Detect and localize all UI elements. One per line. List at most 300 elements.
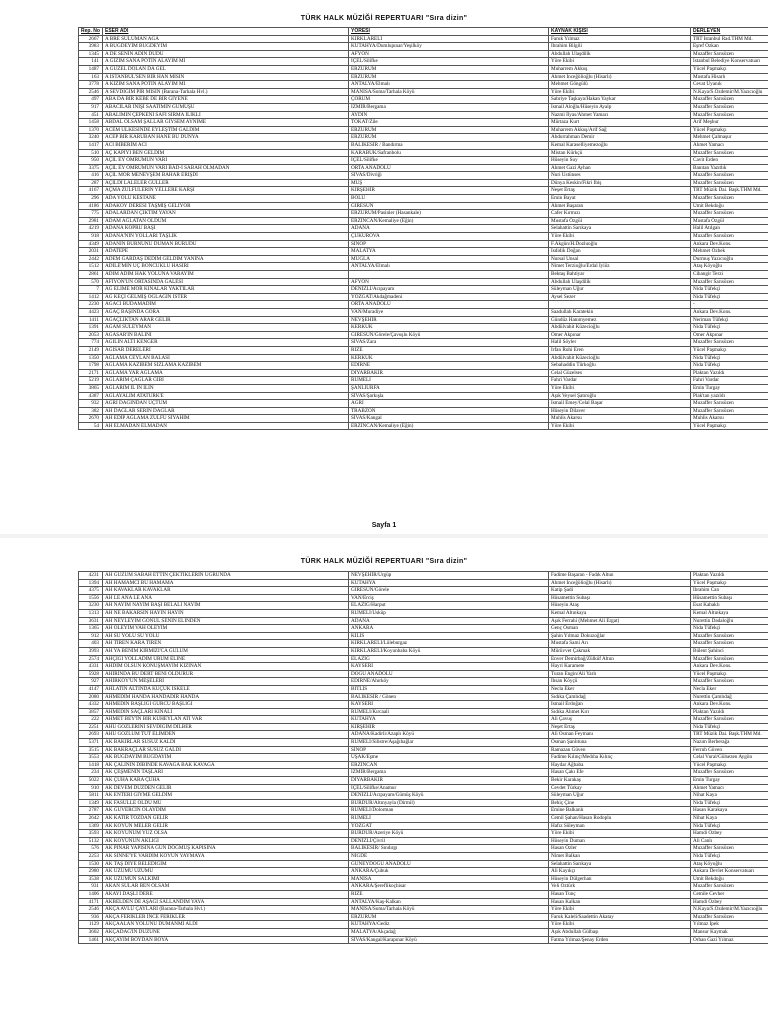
table-row [79, 936, 768, 944]
compiler-cell: Muzaffer Sarısözen [691, 96, 768, 104]
rep-no-cell: 3553 [79, 754, 103, 762]
table-row [79, 210, 768, 218]
song-title-cell: AK KOYUNUN AKLIĞI [103, 837, 349, 845]
compiler-cell: TRT Müzik Dai. Başk.THM Md. [691, 187, 768, 195]
table-row [79, 141, 768, 149]
compiler-cell: Neriman Tüfekçi [691, 316, 768, 324]
region-cell: İZMİR/Bergama [349, 769, 549, 777]
repertoire-table [78, 27, 768, 430]
song-title-cell: AHLATIN ALTINDA KÜÇÜK İSKELE [103, 685, 349, 693]
table-row [79, 96, 768, 104]
song-title-cell: ADA YOLU KESTANE [103, 195, 349, 203]
source-person-cell: Süleyman Uğur [549, 792, 691, 800]
region-cell: ANTALYA/Kaş-Kalkan [349, 898, 549, 906]
source-person-cell: Aşık Veysel Şatıroğlu [549, 392, 691, 400]
rep-no-cell: 1530 [79, 860, 103, 868]
song-title-cell: AĞLARIM İL İN İLİN [103, 384, 349, 392]
region-cell: KIRŞEHİR [349, 187, 549, 195]
rep-no-cell: 3993 [79, 647, 103, 655]
source-person-cell: Hüseyin Ataş [549, 602, 691, 610]
rep-no-cell: 932 [79, 400, 103, 408]
region-cell: KERKÜK [349, 354, 549, 362]
rep-no-cell: 2171 [79, 369, 103, 377]
song-title-cell: ADANA'NIN YOLLARI TAŞLIK [103, 233, 349, 241]
region-cell: TOKAT/Zile [349, 119, 549, 127]
column-header-region: YÖRESİ [349, 28, 549, 36]
rep-no-cell: 2031 [79, 248, 103, 256]
song-title-cell: AH ELMADAN ELMADAN [103, 422, 349, 430]
compiler-cell: Emin Turgay [691, 384, 768, 392]
source-person-cell: Mistan Kürkçü [549, 149, 691, 157]
compiler-cell: Muzaffer Sarısözen [691, 172, 768, 180]
region-cell: KIRKLARELİ/Koyunbaba Köyü [349, 647, 549, 655]
song-title-cell: AÇ KAPIYI BEN GELDİM [103, 149, 349, 157]
table-row [79, 278, 768, 286]
compiler-cell: Muzaffer Sarısözen [691, 678, 768, 686]
rep-no-cell: 1556 [79, 594, 103, 602]
table-row [79, 126, 768, 134]
song-title-cell: AĞLARIM ÇAĞLAR GİBİ [103, 377, 349, 385]
region-cell: MANİSA/Soma/Tarhala Köyü [349, 906, 549, 914]
compiler-cell: Plaktan Yazıldı [691, 369, 768, 377]
source-person-cell: Hasan Çakı Efe [549, 769, 691, 777]
source-person-cell: Nimet Terzioğlu/Erdal İyiöz [549, 263, 691, 271]
table-header-row [79, 28, 768, 36]
source-person-cell: Hasan Özler [549, 845, 691, 853]
compiler-cell: Muzaffer Sarısözen [691, 655, 768, 663]
compiler-cell: Ankara Dev.Kons. [691, 701, 768, 709]
song-title-cell: AKAYI DAŞLI DERE [103, 890, 349, 898]
page-number: Sayfa 1 [371, 522, 397, 529]
source-person-cell: Nuri Üstünses [549, 172, 691, 180]
compiler-cell: Ali Canlı [691, 837, 768, 845]
region-cell: AĞRI [349, 400, 549, 408]
song-title-cell: AKÇAYIM BOYDAN BOYA [103, 936, 349, 944]
table-row [79, 739, 768, 747]
song-title-cell: AH OLEYİM VAH OLEYİM [103, 625, 349, 633]
compiler-cell: Muzaffer Sarısözen [691, 210, 768, 218]
table-row [79, 65, 768, 73]
region-cell: BALIKESİR / Bandırma [349, 141, 549, 149]
song-title-cell: AHU GÖZLERİNİ SEVDİĞİM DİLBER [103, 723, 349, 731]
compiler-cell: Muzaffer Sarısözen [691, 716, 768, 724]
source-person-cell: İbrahim Bilgili [549, 43, 691, 51]
table-row [79, 784, 768, 792]
table-row [79, 799, 768, 807]
song-title-cell: AK GÜVERCİN OLAYDIM [103, 807, 349, 815]
song-title-cell: ADIM ADIM HAK YOLUNA VARAYIM [103, 271, 349, 279]
table-row [79, 837, 768, 845]
region-cell: ANKARA/Çubuk [349, 868, 549, 876]
compiler-cell: Muzaffer Sarısözen [691, 769, 768, 777]
compiler-cell: TRT İstanbul Rad.THM Md. [691, 35, 768, 43]
source-person-cell: Aysel Sezer [549, 293, 691, 301]
source-person-cell: İsmail Emey/Celal Başar [549, 400, 691, 408]
source-person-cell: Fadime Kılınç/Medıha Kılınç [549, 754, 691, 762]
song-title-cell: AÇIL EY ÖMRÜMÜN VARI BAD-I SABAH OLMADAN [103, 164, 349, 172]
region-cell: SİNOP [349, 240, 549, 248]
rep-no-cell: 570 [79, 278, 103, 286]
source-person-cell: Hafız Süleyman [549, 822, 691, 830]
rep-no-cell: 2149 [79, 346, 103, 354]
region-cell: BİTLİS [349, 685, 549, 693]
table-row [79, 602, 768, 610]
compiler-cell: Nurettin Dadaloğlu [691, 617, 768, 625]
song-title-cell: AH NAYİM NAYİM BAŞI BELALI NAYİM [103, 602, 349, 610]
rep-no-cell: 1345 [79, 50, 103, 58]
table-row [79, 164, 768, 172]
region-cell: GÜNEYDOĞU ANADOLU [349, 860, 549, 868]
compiler-cell: Plaktan Yazıldı [691, 708, 768, 716]
rep-no-cell: 4332 [79, 701, 103, 709]
rep-no-cell: 5219 [79, 377, 103, 385]
rep-no-cell: 774 [79, 339, 103, 347]
region-cell: RİZE [349, 890, 549, 898]
rep-no-cell: 917 [79, 103, 103, 111]
rep-no-cell: 5371 [79, 739, 103, 747]
rep-no-cell: 1313 [79, 609, 103, 617]
song-title-cell: ABDAL OLSAM ŞALLAR GİYSEM AYNIME [103, 119, 349, 127]
region-cell: RUMELİ/Kırcaali [349, 708, 549, 716]
region-cell: KÜTAHYA/Gediz [349, 921, 549, 929]
region-cell: AFYON [349, 278, 549, 286]
source-person-cell: Bektaş Bahtiyar [549, 271, 691, 279]
song-title-cell: AHU GÖZLÜM TUT ELİMDEN [103, 731, 349, 739]
region-cell: GİRESUN/Görele [349, 587, 549, 595]
region-cell: MUŞ [349, 179, 549, 187]
compiler-cell: Muzaffer Sarısözen [691, 632, 768, 640]
compiler-cell: Hamdi Özbey [691, 898, 768, 906]
source-person-cell: Mehmet Göngülü [549, 81, 691, 89]
song-title-cell: AÇIL EY ÖMRÜMÜN VARI [103, 157, 349, 165]
table-row [79, 157, 768, 165]
table-row [79, 324, 768, 332]
compiler-cell: Nihat Kaya [691, 815, 768, 823]
region-cell: ADANA [349, 225, 549, 233]
region-cell: ANTALYA/Elmalı [349, 81, 549, 89]
region-cell: RİZE [349, 346, 549, 354]
compiler-cell: Bülent Şahinci [691, 647, 768, 655]
region-cell: ERZİNCAN/Kemaliye (Eğin) [349, 422, 549, 430]
region-cell: BALIKESİR / Gönen [349, 693, 549, 701]
source-person-cell: Yöre Ekibi [549, 88, 691, 96]
source-person-cell: Cafer Kırmızı [549, 210, 691, 218]
region-cell: KAYSERİ [349, 663, 549, 671]
region-cell: EDİRNE/Ahırköy [349, 678, 549, 686]
table-row [79, 685, 768, 693]
compiler-cell: Muzaffer Sarısözen [691, 278, 768, 286]
song-title-cell: AHMEDİN SAÇLARI KINALI [103, 708, 349, 716]
song-title-cell: AĞASAR'IN BALINI [103, 331, 349, 339]
song-title-cell: AĞ ELİME MOR KINALAR YAKTILAR [103, 286, 349, 294]
table-row [79, 58, 768, 66]
rep-no-cell: 4231 [79, 572, 103, 580]
rep-no-cell: 510 [79, 149, 103, 157]
song-title-cell: AK ÇUHA KARA ÇUHA [103, 777, 349, 785]
region-cell: KÜTAHYA/Dumlupınar/Yeşilköy [349, 43, 549, 51]
source-person-cell: Yöre Ekibi [549, 422, 691, 430]
rep-no-cell: 1798 [79, 362, 103, 370]
region-cell: DOĞU ANADOLU [349, 670, 549, 678]
source-person-cell: Şahin Yılmaz Dokuzoğlar [549, 632, 691, 640]
compiler-cell: Mansur Kaymak [691, 928, 768, 936]
source-person-cell: İsmail Aloğlu/Hüseyin Ayalp [549, 103, 691, 111]
compiler-cell: Emin Turgay [691, 777, 768, 785]
rep-no-cell: 3515 [79, 746, 103, 754]
table-row [79, 354, 768, 362]
song-title-cell: AH GÜZÜM SABAH ETTİN ÇEKTİKLERİN UĞRUNDA [103, 572, 349, 580]
source-person-cell: Mürtaza Kurt [549, 119, 691, 127]
region-cell: ERZURUM [349, 134, 549, 142]
compiler-cell: Ankara Dev.Kons. [691, 240, 768, 248]
source-person-cell: Halil Söyler [549, 339, 691, 347]
compiler-cell: Muhlis Akarsu [691, 415, 768, 423]
rep-no-cell: 1391 [79, 324, 103, 332]
region-cell: EDİRNE [349, 362, 549, 370]
table-row [79, 868, 768, 876]
table-row [79, 217, 768, 225]
rep-no-cell: 1417 [79, 141, 103, 149]
compiler-cell: Hasan Karakaya [691, 807, 768, 815]
rep-no-cell: 1394 [79, 579, 103, 587]
table-row [79, 301, 768, 309]
compiler-cell: Fahri Vardar [691, 377, 768, 385]
compiler-cell: Cevat Uyanık [691, 81, 768, 89]
source-person-cell: Nursal Ünsal [549, 255, 691, 263]
song-title-cell: AHÇIĞI YOLLADIM URUM ELİNE [103, 655, 349, 663]
region-cell: SİVAS/Kangal [349, 415, 549, 423]
region-cell: NİĞDE [349, 852, 549, 860]
region-cell: SİVAS/Zara [349, 339, 549, 347]
rep-no-cell: 2546 [79, 88, 103, 96]
rep-no-cell: 2861 [79, 271, 103, 279]
rep-no-cell: 4375 [79, 587, 103, 595]
source-person-cell: Aşık Ferrahi (Mehmet Ali Ergat) [549, 617, 691, 625]
song-title-cell: AH HAMAMCI BU HAMAMA [103, 579, 349, 587]
compiler-cell: Ümit Bekdoğu [691, 202, 768, 210]
source-person-cell: Genç Osman [549, 625, 691, 633]
song-title-cell: AH EDİP AĞLAMA ZÜLFÜ SİYAHIM [103, 415, 349, 423]
rep-no-cell: 910 [79, 784, 103, 792]
compiler-cell: Nihat Kaya [691, 792, 768, 800]
compiler-cell: Ankara Devlet Konservatuarı [691, 868, 768, 876]
source-person-cell: Ahmet Gazi Ayhan [549, 164, 691, 172]
song-title-cell: AĞAÇLIKTAN ARAR GELİR [103, 316, 349, 324]
table-row [79, 179, 768, 187]
song-title-cell: AHIRKÖY'ÜN MEŞELERİ [103, 678, 349, 686]
region-cell: ERZURUM [349, 65, 549, 73]
table-row [79, 286, 768, 294]
song-title-cell: A SEVDİĞİM PİR MISIN (Barana-Tarhala Hvl.) [103, 88, 349, 96]
compiler-cell: N.Kaya/S.Özdemir/M.Yazıcıoğlu [691, 906, 768, 914]
source-person-cell: Emin Bayat [549, 195, 691, 203]
table-row [79, 415, 768, 423]
table-row [79, 225, 768, 233]
song-title-cell: ABACILAR İNİŞİ SAATİMİN GÜMÜŞÜ [103, 103, 349, 111]
source-person-cell: Sabriye Taşkaya/Hakan Yaykar [549, 96, 691, 104]
source-person-cell: Ali Kayıkçı [549, 868, 691, 876]
song-title-cell: AH SU YOLU SU YOLU [103, 632, 349, 640]
table-row [79, 339, 768, 347]
rep-no-cell: 2693 [79, 731, 103, 739]
source-person-cell: Yöre Ekibi [549, 830, 691, 838]
song-title-cell: A KIZIM SANA POTİN ALAYIM MI [103, 81, 349, 89]
compiler-cell: Nida Tüfekçi [691, 852, 768, 860]
source-person-cell: Nimet Balkan [549, 852, 691, 860]
region-cell: BURDUR/Altınyayla (Dirmil) [349, 799, 549, 807]
rep-no-cell: 1458 [79, 119, 103, 127]
region-cell: BURDUR/Azeriye Köyü [349, 830, 549, 838]
table-row [79, 647, 768, 655]
rep-no-cell: 3778 [79, 81, 103, 89]
region-cell: GİRESUN [349, 202, 549, 210]
table-row [79, 240, 768, 248]
table-row [79, 898, 768, 906]
compiler-cell: Ataş Köyoğlu [691, 263, 768, 271]
source-person-cell: Abdurrahman Demir [549, 134, 691, 142]
rep-no-cell: 5022 [79, 777, 103, 785]
rep-no-cell: 4423 [79, 308, 103, 316]
table-row [79, 579, 768, 587]
song-title-cell: AÇIL MOR MENEVŞEM BAHAR ERİŞDİ [103, 172, 349, 180]
source-person-cell: Ahmet İnceğölioğlu (Hisarlı) [549, 73, 691, 81]
table-row [79, 928, 768, 936]
region-cell: ELAZIĞ [349, 655, 549, 663]
rep-no-cell: 7 [79, 286, 103, 294]
song-title-cell: AĞISAR DERELERİ [103, 346, 349, 354]
rep-no-cell: 931 [79, 883, 103, 891]
source-person-cell: İhsan Köyçü [549, 678, 691, 686]
rep-no-cell: 3230 [79, 602, 103, 610]
source-person-cell: Ömer Akpınar [549, 331, 691, 339]
rep-no-cell: 382 [79, 407, 103, 415]
rep-no-cell: 1369 [79, 822, 103, 830]
region-cell: YOZGAT/Akdağmadeni [349, 293, 549, 301]
compiler-cell: Ahmet Yamacı [691, 784, 768, 792]
table-row [79, 202, 768, 210]
compiler-cell: Muzaffer Sarısözen [691, 179, 768, 187]
table-row [79, 754, 768, 762]
source-person-cell: Gündüz Hanımyemez [549, 316, 691, 324]
compiler-cell: Ankara Dev.Kons. [691, 663, 768, 671]
song-title-cell: ADEM GARDAŞ DEDİM GELDİM YANINA [103, 255, 349, 263]
song-title-cell: AÇMA ZÜLFÜLERİN YELLERE KARŞI [103, 187, 349, 195]
table-row [79, 906, 768, 914]
rep-no-cell: 141 [79, 58, 103, 66]
rep-no-cell: 1418 [79, 761, 103, 769]
compiler-cell: Muzaffer Sarısözen [691, 195, 768, 203]
source-person-cell: Hasan Tunç [549, 890, 691, 898]
song-title-cell: AĞLAMA CEYLAN BALASI [103, 354, 349, 362]
rep-no-cell: 4387 [79, 392, 103, 400]
song-title-cell: AHİRİNDA BU DERT BENİ ÖLDÜRÜR [103, 670, 349, 678]
song-title-cell: AK ÇALININ DİBİNDE KAVAĞA BAK KAVAĞA [103, 761, 349, 769]
compiler-cell: Mustafa Hisarlı [691, 73, 768, 81]
table-row [79, 119, 768, 127]
region-cell: ERZURUM [349, 73, 549, 81]
compiler-cell: Ankara Dev.Kons. [691, 308, 768, 316]
compiler-cell: Nazım Berberağa [691, 739, 768, 747]
song-title-cell: AKÇA AVLU ÇAYLARI (Barana-Tarhala Hvl.) [103, 906, 349, 914]
source-person-cell: Neşet Ertaş [549, 187, 691, 195]
source-person-cell: Ahmet Başaran [549, 202, 691, 210]
table-row [79, 594, 768, 602]
region-cell: ERZİNCAN/Kemaliye (Eğin) [349, 217, 549, 225]
table-row [79, 572, 768, 580]
column-header-title: ESER ADI [103, 28, 349, 36]
source-person-cell: Fatma Yılmaz/Şenay Erden [549, 936, 691, 944]
compiler-cell: Yücel Paşmakçı [691, 761, 768, 769]
table-row [79, 609, 768, 617]
compiler-cell: Nida Tüfekçi [691, 293, 768, 301]
rep-no-cell: 5811 [79, 792, 103, 800]
source-person-cell [549, 301, 691, 309]
compiler-cell: Yücel Paşmakçı [691, 65, 768, 73]
region-cell: KIRKLARELİ/Lüleburgaz [349, 640, 549, 648]
source-person-cell: Hüseyin Duman [549, 837, 691, 845]
compiler-cell: Necla Eker [691, 685, 768, 693]
compiler-cell: Plaktan Yazıldı [691, 572, 768, 580]
compiler-cell: Muzaffer Sarısözen [691, 913, 768, 921]
compiler-cell: - [691, 301, 768, 309]
rep-no-cell: 927 [79, 678, 103, 686]
compiler-cell: Yücel Paşmakçı [691, 422, 768, 430]
table-row [79, 377, 768, 385]
rep-no-cell: 950 [79, 157, 103, 165]
source-person-cell: Mustafa Özgül [549, 217, 691, 225]
song-title-cell: ABALIMIN ÇEPKENİ SAFİ SIRMA İLİKLİ [103, 111, 349, 119]
rep-no-cell: 4186 [79, 202, 103, 210]
source-person-cell: Kemal Altınkaya [549, 609, 691, 617]
rep-no-cell: 1461 [79, 936, 103, 944]
table-row [79, 769, 768, 777]
table-row [79, 73, 768, 81]
table-row [79, 761, 768, 769]
region-cell: KÜTAHYA [349, 579, 549, 587]
compiler-cell: Muzaffer Sarısözen [691, 103, 768, 111]
source-person-cell: Selahattin Sarıkaya [549, 860, 691, 868]
rep-no-cell: 1406 [79, 890, 103, 898]
table-row [79, 587, 768, 595]
compiler-cell: Banıtan Yazıtlık [691, 164, 768, 172]
table-row [79, 655, 768, 663]
rep-no-cell: 416 [79, 172, 103, 180]
table-row [79, 384, 768, 392]
source-person-cell: Necla Eker [549, 685, 691, 693]
source-person-cell: Ali Çavuş [549, 716, 691, 724]
region-cell: DİYARBAKIR [349, 369, 549, 377]
region-cell: MUĞLA [349, 255, 549, 263]
rep-no-cell: 3593 [79, 830, 103, 838]
table-row [79, 632, 768, 640]
rep-no-cell: 1370 [79, 126, 103, 134]
compiler-cell: Yücel Paşmakçı [691, 346, 768, 354]
document-title: TÜRK HALK MÜZİĞİ REPERTUARI "Sıra dizin" [300, 558, 468, 565]
table-row [79, 693, 768, 701]
region-cell: SİVAS/Kangal/Karapınar Köyü [349, 936, 549, 944]
table-row [79, 701, 768, 709]
source-person-cell: Ahmet İnceğölioğlu (Hisarlı) [549, 579, 691, 587]
region-cell [349, 271, 549, 279]
compiler-cell: Muzaffer Sarısözen [691, 845, 768, 853]
rep-no-cell: 4147 [79, 685, 103, 693]
region-cell: KIRKLARELİ [349, 35, 549, 43]
rep-no-cell: 3602 [79, 928, 103, 936]
region-cell: DENİZLİ/Çivril [349, 837, 549, 845]
song-title-cell: A İSTANBUL'SEN BİR HAN MISIN [103, 73, 349, 81]
table-row [79, 407, 768, 415]
source-person-cell: Kemal Karaselliyemezoğlu [549, 141, 691, 149]
